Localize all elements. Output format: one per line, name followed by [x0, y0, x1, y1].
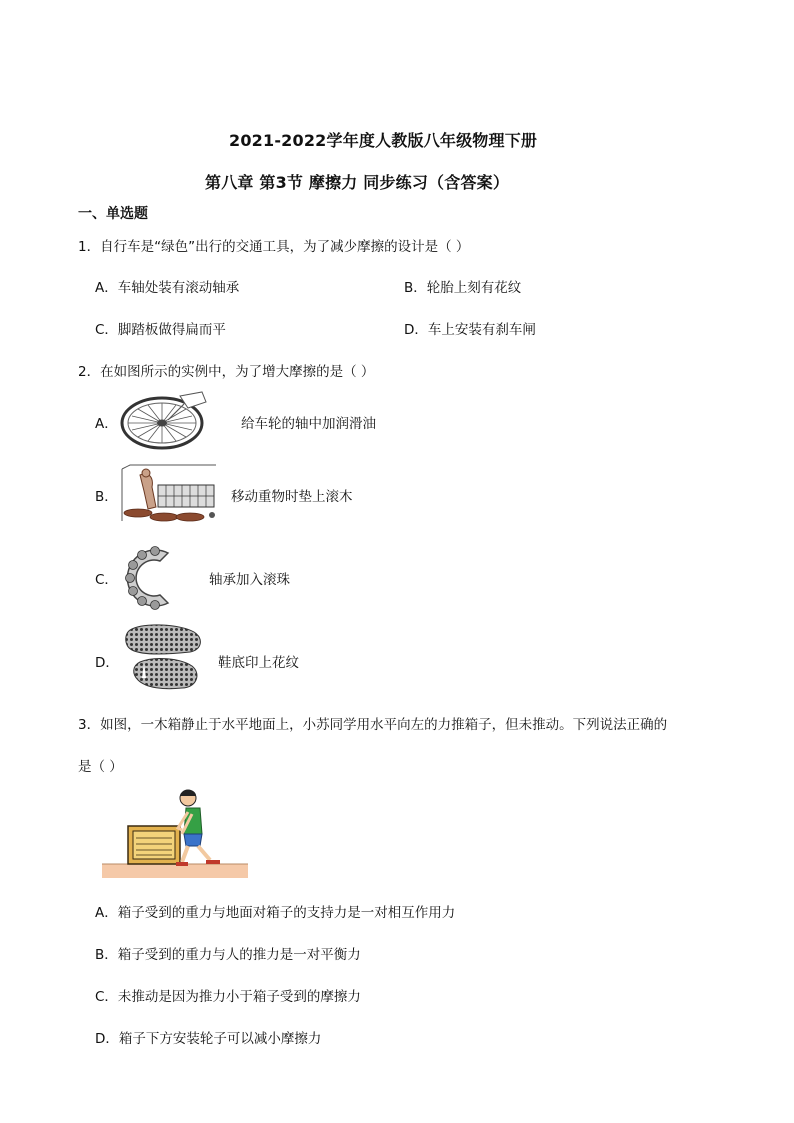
question-3-option-a: A．箱子受到的重力与地面对箱子的支持力是一对相互作用力 [95, 905, 456, 921]
question-1-option-c: C．脚踏板做得扁而平 [95, 322, 226, 338]
question-1-option-b: B．轮胎上刻有花纹 [404, 280, 522, 296]
question-1-stem: 1．自行车是“绿色”出行的交通工具，为了减少摩擦的设计是（ ） [78, 239, 470, 255]
question-2-option-d-text: 鞋底印上花纹 [218, 655, 299, 671]
question-2-option-b-letter: B． [95, 489, 118, 505]
section-heading: 一、单选题 [78, 206, 148, 222]
bicycle-wheel-icon [118, 390, 210, 452]
person-pushing-box-icon [102, 788, 250, 880]
question-1-option-a: A．车轴处装有滚动轴承 [95, 280, 240, 296]
question-2-option-d-letter: D． [95, 655, 119, 671]
question-2-option-b-text: 移动重物时垫上滚木 [231, 489, 353, 505]
page-subtitle: 第八章 第3节 摩擦力 同步练习（含答案） [205, 173, 510, 192]
question-2-option-a-text: 给车轮的轴中加润滑油 [241, 416, 376, 432]
question-2-option-a-letter: A． [95, 416, 118, 432]
question-3-stem-line-1: 3．如图，一木箱静止于水平地面上，小苏同学用水平向左的力推箱子，但未推动。下列说法正确的 [78, 717, 668, 733]
question-3-option-b: B．箱子受到的重力与人的推力是一对平衡力 [95, 947, 361, 963]
question-3-option-d: D．箱子下方安装轮子可以减小摩擦力 [95, 1031, 322, 1047]
question-3-stem-line-2: 是（ ） [78, 759, 123, 775]
question-2-stem: 2．在如图所示的实例中，为了增大摩擦的是（ ） [78, 364, 375, 380]
ball-bearing-icon [118, 541, 178, 615]
rollers-cart-icon [118, 463, 224, 525]
question-1-option-d: D．车上安装有刹车闸 [404, 322, 536, 338]
question-2-option-c-letter: C． [95, 572, 118, 588]
question-2-option-c-text: 轴承加入滚珠 [209, 572, 290, 588]
page-title: 2021-2022学年度人教版八年级物理下册 [229, 131, 538, 150]
shoe-sole-icon [124, 622, 206, 692]
question-3-option-c: C．未推动是因为推力小于箱子受到的摩擦力 [95, 989, 361, 1005]
